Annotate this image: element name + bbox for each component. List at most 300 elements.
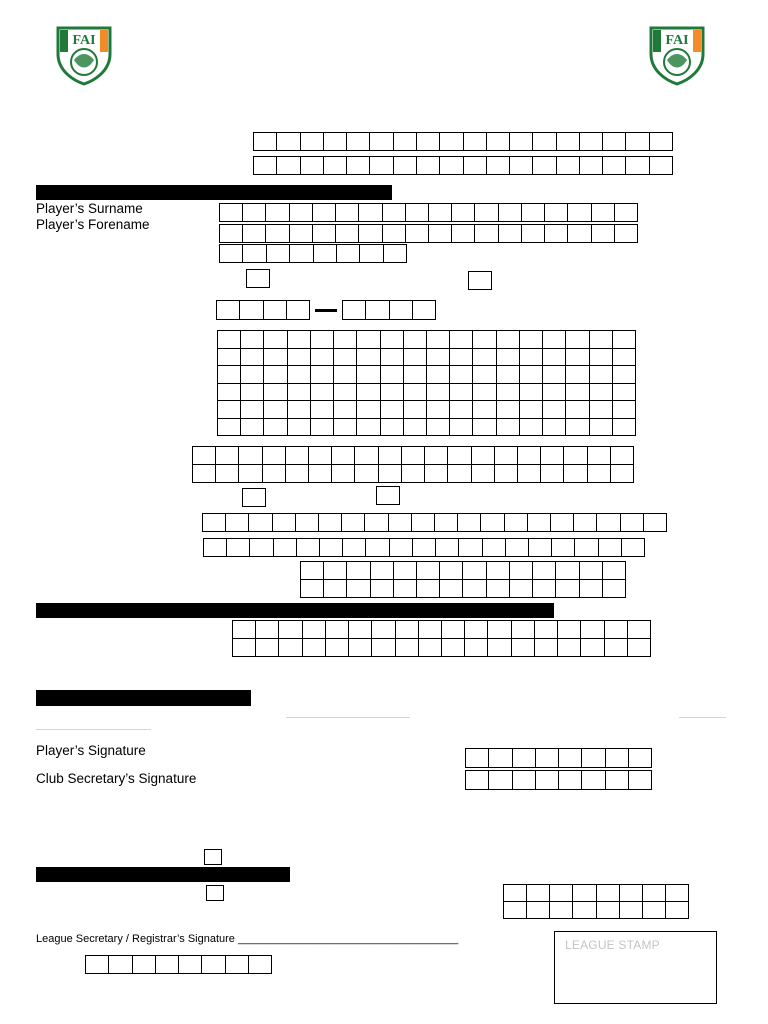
entry-cell[interactable] bbox=[419, 621, 442, 639]
entry-cell[interactable] bbox=[427, 419, 450, 437]
entry-cell[interactable] bbox=[384, 245, 407, 263]
entry-cell[interactable] bbox=[309, 465, 332, 483]
entry-cell[interactable] bbox=[216, 447, 239, 465]
entry-cell[interactable] bbox=[626, 133, 649, 151]
entry-cell[interactable] bbox=[442, 639, 465, 657]
entry-cell[interactable] bbox=[488, 621, 511, 639]
entry-cell[interactable] bbox=[288, 419, 311, 437]
entry-cell[interactable] bbox=[218, 419, 241, 437]
entry-cell[interactable] bbox=[326, 639, 349, 657]
entry-cell[interactable] bbox=[499, 225, 522, 243]
entry-cell[interactable] bbox=[606, 771, 629, 790]
entry-cell[interactable] bbox=[427, 331, 450, 349]
entry-cell[interactable] bbox=[264, 331, 287, 349]
entry-cell[interactable] bbox=[404, 366, 427, 384]
entry-cell[interactable] bbox=[590, 349, 613, 367]
entry-cell[interactable] bbox=[227, 539, 250, 557]
entry-cell[interactable] bbox=[220, 225, 243, 243]
entry-cell[interactable] bbox=[458, 514, 481, 532]
entry-cell[interactable] bbox=[347, 580, 370, 598]
entry-cell[interactable] bbox=[241, 419, 264, 437]
secretary-signature-date-grid[interactable] bbox=[465, 770, 652, 790]
entry-cell[interactable] bbox=[466, 749, 489, 768]
entry-cell[interactable] bbox=[290, 225, 313, 243]
entry-cell[interactable] bbox=[332, 447, 355, 465]
entry-cell[interactable] bbox=[497, 384, 520, 402]
entry-cell[interactable] bbox=[241, 349, 264, 367]
entry-cell[interactable] bbox=[520, 349, 543, 367]
entry-cell[interactable] bbox=[381, 384, 404, 402]
entry-cell[interactable] bbox=[243, 245, 266, 263]
entry-cell[interactable] bbox=[613, 419, 636, 437]
entry-cell[interactable] bbox=[463, 580, 486, 598]
entry-cell[interactable] bbox=[267, 245, 290, 263]
checkbox-option-f[interactable] bbox=[206, 885, 224, 901]
entry-cell[interactable] bbox=[605, 621, 628, 639]
entry-cell[interactable] bbox=[533, 133, 556, 151]
entry-cell[interactable] bbox=[497, 366, 520, 384]
entry-cell[interactable] bbox=[359, 225, 382, 243]
entry-cell[interactable] bbox=[263, 465, 286, 483]
entry-cell[interactable] bbox=[427, 401, 450, 419]
entry-cell[interactable] bbox=[419, 639, 442, 657]
entry-cell[interactable] bbox=[626, 157, 649, 175]
entry-cell[interactable] bbox=[603, 133, 626, 151]
entry-cell[interactable] bbox=[475, 204, 498, 222]
entry-cell[interactable] bbox=[597, 885, 620, 902]
entry-cell[interactable] bbox=[497, 349, 520, 367]
entry-cell[interactable] bbox=[487, 580, 510, 598]
entry-cell[interactable] bbox=[288, 349, 311, 367]
entry-cell[interactable] bbox=[156, 956, 179, 974]
entry-cell[interactable] bbox=[366, 301, 389, 320]
entry-cell[interactable] bbox=[319, 514, 342, 532]
entry-cell[interactable] bbox=[535, 621, 558, 639]
entry-cell[interactable] bbox=[427, 384, 450, 402]
entry-cell[interactable] bbox=[592, 225, 615, 243]
entry-cell[interactable] bbox=[324, 580, 347, 598]
entry-cell[interactable] bbox=[558, 639, 581, 657]
entry-cell[interactable] bbox=[371, 562, 394, 580]
entry-cell[interactable] bbox=[581, 621, 604, 639]
entry-cell[interactable] bbox=[263, 447, 286, 465]
entry-cell[interactable] bbox=[520, 419, 543, 437]
entry-cell[interactable] bbox=[413, 539, 436, 557]
entry-cell[interactable] bbox=[533, 157, 556, 175]
entry-cell[interactable] bbox=[313, 204, 336, 222]
entry-cell[interactable] bbox=[303, 621, 326, 639]
entry-cell[interactable] bbox=[564, 465, 587, 483]
entry-cell[interactable] bbox=[615, 225, 638, 243]
entry-cell[interactable] bbox=[383, 204, 406, 222]
entry-cell[interactable] bbox=[264, 384, 287, 402]
entry-cell[interactable] bbox=[520, 331, 543, 349]
entry-cell[interactable] bbox=[450, 331, 473, 349]
entry-cell[interactable] bbox=[527, 885, 550, 902]
entry-cell[interactable] bbox=[311, 366, 334, 384]
entry-cell[interactable] bbox=[505, 514, 528, 532]
entry-cell[interactable] bbox=[483, 539, 506, 557]
entry-cell[interactable] bbox=[463, 562, 486, 580]
entry-cell[interactable] bbox=[347, 133, 370, 151]
entry-cell[interactable] bbox=[473, 419, 496, 437]
date-field-part-1[interactable] bbox=[216, 300, 310, 320]
forename-field[interactable] bbox=[219, 224, 638, 243]
entry-cell[interactable] bbox=[666, 902, 689, 919]
entry-cell[interactable] bbox=[417, 133, 440, 151]
entry-cell[interactable] bbox=[533, 562, 556, 580]
entry-cell[interactable] bbox=[264, 401, 287, 419]
entry-cell[interactable] bbox=[513, 749, 536, 768]
entry-cell[interactable] bbox=[597, 514, 620, 532]
entry-cell[interactable] bbox=[274, 539, 297, 557]
entry-cell[interactable] bbox=[381, 401, 404, 419]
entry-cell[interactable] bbox=[543, 366, 566, 384]
entry-cell[interactable] bbox=[510, 580, 533, 598]
entry-cell[interactable] bbox=[193, 447, 216, 465]
entry-cell[interactable] bbox=[324, 133, 347, 151]
entry-cell[interactable] bbox=[450, 366, 473, 384]
entry-cell[interactable] bbox=[466, 771, 489, 790]
entry-cell[interactable] bbox=[370, 157, 393, 175]
entry-cell[interactable] bbox=[440, 580, 463, 598]
entry-cell[interactable] bbox=[311, 401, 334, 419]
entry-cell[interactable] bbox=[510, 133, 533, 151]
entry-cell[interactable] bbox=[203, 514, 226, 532]
entry-cell[interactable] bbox=[254, 157, 277, 175]
entry-cell[interactable] bbox=[381, 419, 404, 437]
entry-cell[interactable] bbox=[389, 514, 412, 532]
entry-cell[interactable] bbox=[550, 885, 573, 902]
entry-cell[interactable] bbox=[580, 562, 603, 580]
entry-cell[interactable] bbox=[522, 225, 545, 243]
entry-cell[interactable] bbox=[650, 133, 673, 151]
entry-cell[interactable] bbox=[264, 366, 287, 384]
entry-cell[interactable] bbox=[566, 331, 589, 349]
entry-cell[interactable] bbox=[611, 465, 634, 483]
entry-cell[interactable] bbox=[575, 539, 598, 557]
entry-cell[interactable] bbox=[613, 331, 636, 349]
entry-cell[interactable] bbox=[241, 384, 264, 402]
entry-cell[interactable] bbox=[381, 349, 404, 367]
entry-cell[interactable] bbox=[396, 639, 419, 657]
entry-cell[interactable] bbox=[465, 639, 488, 657]
entry-cell[interactable] bbox=[256, 639, 279, 657]
entry-cell[interactable] bbox=[109, 956, 132, 974]
entry-cell[interactable] bbox=[566, 419, 589, 437]
entry-cell[interactable] bbox=[417, 562, 440, 580]
entry-cell[interactable] bbox=[334, 331, 357, 349]
entry-cell[interactable] bbox=[355, 447, 378, 465]
entry-cell[interactable] bbox=[334, 419, 357, 437]
entry-cell[interactable] bbox=[417, 157, 440, 175]
entry-cell[interactable] bbox=[472, 447, 495, 465]
entry-cell[interactable] bbox=[590, 331, 613, 349]
entry-cell[interactable] bbox=[545, 225, 568, 243]
entry-cell[interactable] bbox=[472, 465, 495, 483]
league-date-grid[interactable] bbox=[85, 955, 272, 974]
entry-cell[interactable] bbox=[347, 157, 370, 175]
entry-cell[interactable] bbox=[566, 401, 589, 419]
entry-cell[interactable] bbox=[628, 639, 651, 657]
entry-cell[interactable] bbox=[557, 157, 580, 175]
entry-cell[interactable] bbox=[241, 366, 264, 384]
entry-cell[interactable] bbox=[613, 366, 636, 384]
entry-cell[interactable] bbox=[506, 539, 529, 557]
entry-cell[interactable] bbox=[404, 331, 427, 349]
entry-cell[interactable] bbox=[528, 514, 551, 532]
entry-cell[interactable] bbox=[218, 349, 241, 367]
entry-cell[interactable] bbox=[566, 366, 589, 384]
entry-cell[interactable] bbox=[452, 225, 475, 243]
entry-cell[interactable] bbox=[452, 204, 475, 222]
surname-field[interactable] bbox=[219, 203, 638, 222]
entry-cell[interactable] bbox=[390, 539, 413, 557]
entry-cell[interactable] bbox=[450, 419, 473, 437]
entry-cell[interactable] bbox=[240, 301, 263, 320]
entry-cell[interactable] bbox=[621, 514, 644, 532]
entry-cell[interactable] bbox=[512, 639, 535, 657]
entry-cell[interactable] bbox=[510, 157, 533, 175]
entry-cell[interactable] bbox=[429, 204, 452, 222]
entry-cell[interactable] bbox=[543, 384, 566, 402]
entry-cell[interactable] bbox=[489, 771, 512, 790]
entry-cell[interactable] bbox=[536, 771, 559, 790]
entry-cell[interactable] bbox=[357, 401, 380, 419]
entry-cell[interactable] bbox=[287, 301, 310, 320]
entry-cell[interactable] bbox=[666, 885, 689, 902]
entry-cell[interactable] bbox=[349, 621, 372, 639]
address-grid[interactable] bbox=[217, 330, 636, 436]
entry-cell[interactable] bbox=[518, 465, 541, 483]
header-code-grid-2[interactable] bbox=[253, 156, 673, 175]
entry-cell[interactable] bbox=[559, 749, 582, 768]
entry-cell[interactable] bbox=[473, 384, 496, 402]
entry-cell[interactable] bbox=[564, 447, 587, 465]
entry-cell[interactable] bbox=[216, 465, 239, 483]
entry-cell[interactable] bbox=[425, 465, 448, 483]
entry-cell[interactable] bbox=[545, 204, 568, 222]
entry-cell[interactable] bbox=[450, 401, 473, 419]
entry-cell[interactable] bbox=[288, 366, 311, 384]
entry-cell[interactable] bbox=[311, 419, 334, 437]
entry-cell[interactable] bbox=[311, 331, 334, 349]
entry-cell[interactable] bbox=[273, 514, 296, 532]
entry-cell[interactable] bbox=[249, 956, 272, 974]
entry-cell[interactable] bbox=[556, 562, 579, 580]
entry-cell[interactable] bbox=[342, 514, 365, 532]
entry-cell[interactable] bbox=[286, 447, 309, 465]
entry-cell[interactable] bbox=[448, 447, 471, 465]
entry-cell[interactable] bbox=[383, 225, 406, 243]
entry-cell[interactable] bbox=[332, 465, 355, 483]
entry-cell[interactable] bbox=[643, 902, 666, 919]
club-field-3[interactable] bbox=[300, 561, 626, 598]
entry-cell[interactable] bbox=[301, 580, 324, 598]
entry-cell[interactable] bbox=[512, 621, 535, 639]
entry-cell[interactable] bbox=[371, 580, 394, 598]
entry-cell[interactable] bbox=[588, 465, 611, 483]
entry-cell[interactable] bbox=[497, 331, 520, 349]
entry-cell[interactable] bbox=[301, 157, 324, 175]
entry-cell[interactable] bbox=[566, 349, 589, 367]
entry-cell[interactable] bbox=[243, 225, 266, 243]
entry-cell[interactable] bbox=[217, 301, 240, 320]
entry-cell[interactable] bbox=[220, 204, 243, 222]
entry-cell[interactable] bbox=[394, 562, 417, 580]
entry-cell[interactable] bbox=[250, 539, 273, 557]
entry-cell[interactable] bbox=[552, 539, 575, 557]
entry-cell[interactable] bbox=[520, 366, 543, 384]
entry-cell[interactable] bbox=[613, 384, 636, 402]
entry-cell[interactable] bbox=[241, 401, 264, 419]
entry-cell[interactable] bbox=[394, 157, 417, 175]
entry-cell[interactable] bbox=[303, 639, 326, 657]
entry-cell[interactable] bbox=[499, 204, 522, 222]
entry-cell[interactable] bbox=[556, 580, 579, 598]
checkbox-option-e[interactable] bbox=[204, 849, 222, 865]
entry-cell[interactable] bbox=[473, 331, 496, 349]
entry-cell[interactable] bbox=[324, 157, 347, 175]
entry-cell[interactable] bbox=[320, 539, 343, 557]
entry-cell[interactable] bbox=[288, 384, 311, 402]
entry-cell[interactable] bbox=[254, 133, 277, 151]
entry-cell[interactable] bbox=[379, 465, 402, 483]
entry-cell[interactable] bbox=[296, 514, 319, 532]
entry-cell[interactable] bbox=[290, 245, 313, 263]
entry-cell[interactable] bbox=[359, 204, 382, 222]
entry-cell[interactable] bbox=[394, 133, 417, 151]
entry-cell[interactable] bbox=[404, 384, 427, 402]
entry-cell[interactable] bbox=[650, 157, 673, 175]
entry-cell[interactable] bbox=[504, 885, 527, 902]
entry-cell[interactable] bbox=[543, 401, 566, 419]
entry-cell[interactable] bbox=[465, 621, 488, 639]
entry-cell[interactable] bbox=[533, 580, 556, 598]
entry-cell[interactable] bbox=[629, 771, 652, 790]
entry-cell[interactable] bbox=[239, 447, 262, 465]
entry-cell[interactable] bbox=[590, 401, 613, 419]
entry-cell[interactable] bbox=[543, 349, 566, 367]
entry-cell[interactable] bbox=[427, 349, 450, 367]
entry-cell[interactable] bbox=[603, 562, 626, 580]
entry-cell[interactable] bbox=[582, 771, 605, 790]
entry-cell[interactable] bbox=[402, 465, 425, 483]
entry-cell[interactable] bbox=[404, 419, 427, 437]
entry-cell[interactable] bbox=[620, 885, 643, 902]
entry-cell[interactable] bbox=[644, 514, 667, 532]
entry-cell[interactable] bbox=[629, 749, 652, 768]
entry-cell[interactable] bbox=[557, 133, 580, 151]
entry-cell[interactable] bbox=[370, 133, 393, 151]
entry-cell[interactable] bbox=[226, 956, 249, 974]
entry-cell[interactable] bbox=[226, 514, 249, 532]
entry-cell[interactable] bbox=[529, 539, 552, 557]
entry-cell[interactable] bbox=[643, 885, 666, 902]
entry-cell[interactable] bbox=[440, 133, 463, 151]
entry-cell[interactable] bbox=[311, 384, 334, 402]
entry-cell[interactable] bbox=[324, 562, 347, 580]
entry-cell[interactable] bbox=[264, 301, 287, 320]
club-field-2[interactable] bbox=[203, 538, 645, 557]
entry-cell[interactable] bbox=[464, 133, 487, 151]
entry-cell[interactable] bbox=[543, 419, 566, 437]
entry-cell[interactable] bbox=[218, 366, 241, 384]
entry-cell[interactable] bbox=[568, 225, 591, 243]
entry-cell[interactable] bbox=[450, 349, 473, 367]
entry-cell[interactable] bbox=[202, 956, 225, 974]
entry-cell[interactable] bbox=[390, 301, 413, 320]
entry-cell[interactable] bbox=[413, 301, 436, 320]
entry-cell[interactable] bbox=[573, 902, 596, 919]
entry-cell[interactable] bbox=[343, 539, 366, 557]
entry-cell[interactable] bbox=[558, 621, 581, 639]
entry-cell[interactable] bbox=[290, 204, 313, 222]
entry-cell[interactable] bbox=[334, 349, 357, 367]
entry-cell[interactable] bbox=[495, 447, 518, 465]
entry-cell[interactable] bbox=[347, 562, 370, 580]
entry-cell[interactable] bbox=[360, 245, 383, 263]
player-signature-date-grid[interactable] bbox=[465, 748, 652, 768]
contact-grid[interactable] bbox=[192, 446, 634, 483]
entry-cell[interactable] bbox=[372, 639, 395, 657]
entry-cell[interactable] bbox=[179, 956, 202, 974]
entry-cell[interactable] bbox=[448, 465, 471, 483]
entry-cell[interactable] bbox=[366, 539, 389, 557]
entry-cell[interactable] bbox=[622, 539, 645, 557]
entry-cell[interactable] bbox=[406, 204, 429, 222]
entry-cell[interactable] bbox=[357, 366, 380, 384]
header-code-grid-1[interactable] bbox=[253, 132, 673, 151]
entry-cell[interactable] bbox=[279, 639, 302, 657]
entry-cell[interactable] bbox=[288, 401, 311, 419]
entry-cell[interactable] bbox=[412, 514, 435, 532]
entry-cell[interactable] bbox=[489, 749, 512, 768]
entry-cell[interactable] bbox=[266, 204, 289, 222]
entry-cell[interactable] bbox=[264, 349, 287, 367]
entry-cell[interactable] bbox=[435, 514, 458, 532]
entry-cell[interactable] bbox=[551, 514, 574, 532]
entry-cell[interactable] bbox=[379, 447, 402, 465]
entry-cell[interactable] bbox=[473, 401, 496, 419]
entry-cell[interactable] bbox=[425, 447, 448, 465]
entry-cell[interactable] bbox=[536, 749, 559, 768]
entry-cell[interactable] bbox=[580, 157, 603, 175]
entry-cell[interactable] bbox=[396, 621, 419, 639]
entry-cell[interactable] bbox=[193, 465, 216, 483]
entry-cell[interactable] bbox=[473, 366, 496, 384]
entry-cell[interactable] bbox=[334, 366, 357, 384]
entry-cell[interactable] bbox=[357, 331, 380, 349]
entry-cell[interactable] bbox=[613, 401, 636, 419]
entry-cell[interactable] bbox=[473, 349, 496, 367]
entry-cell[interactable] bbox=[520, 401, 543, 419]
entry-cell[interactable] bbox=[459, 539, 482, 557]
entry-cell[interactable] bbox=[337, 245, 360, 263]
checkbox-option-a[interactable] bbox=[246, 269, 270, 288]
entry-cell[interactable] bbox=[628, 621, 651, 639]
name-extra-field[interactable] bbox=[219, 244, 407, 263]
entry-cell[interactable] bbox=[573, 885, 596, 902]
entry-cell[interactable] bbox=[264, 419, 287, 437]
entry-cell[interactable] bbox=[427, 366, 450, 384]
entry-cell[interactable] bbox=[574, 514, 597, 532]
entry-cell[interactable] bbox=[464, 157, 487, 175]
entry-cell[interactable] bbox=[218, 401, 241, 419]
entry-cell[interactable] bbox=[343, 301, 366, 320]
entry-cell[interactable] bbox=[615, 204, 638, 222]
entry-cell[interactable] bbox=[334, 401, 357, 419]
